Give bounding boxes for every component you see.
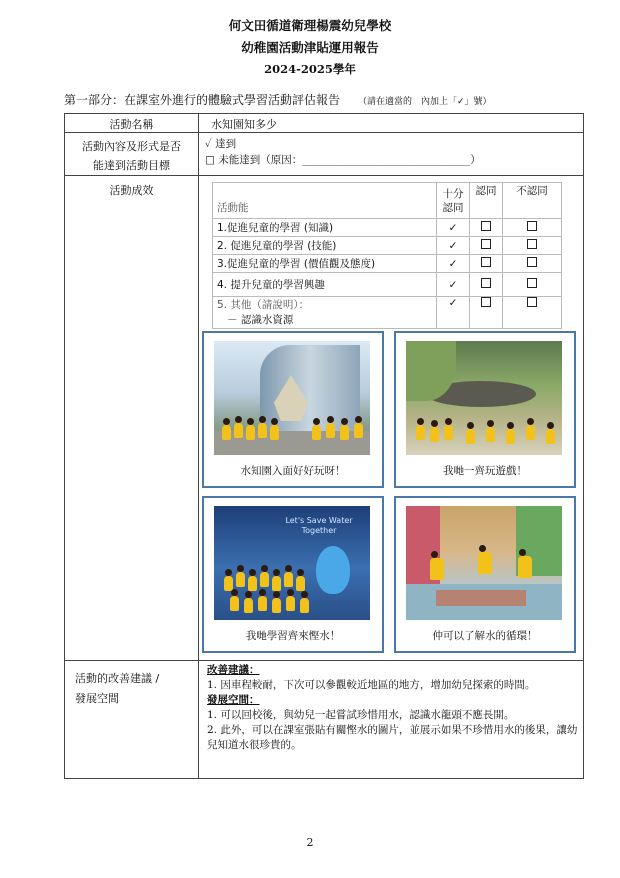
school-name: 何文田循道衛理楊震幼兒學校 — [228, 18, 392, 33]
exhibit-sign: Let's Save Water Together — [285, 516, 353, 535]
ach-item-other: 5. 其他（請說明）： － 認識水資源 — [213, 297, 437, 329]
ach-mark: ✓ — [437, 273, 470, 297]
improvement-content — [199, 661, 584, 779]
checkbox-icon — [481, 221, 491, 231]
photo-water-mascot — [214, 506, 370, 620]
improvement-text: 1. 因車程較耐，下次可以參觀較近地區的地方，增加幼兒探索的時間。 — [207, 679, 536, 691]
development-item-1: 1. 可以回校後，與幼兒一起嘗試珍惜用水，認識水龍頭不應長開。 — [207, 709, 515, 721]
photo-caption: 仲可以了解水的循環！ — [432, 630, 538, 642]
ach-header-item: 活動能 — [213, 183, 437, 219]
ach-header-strong: 十分認同 — [437, 183, 470, 219]
photo-grid — [199, 331, 583, 659]
checkbox-icon — [481, 239, 491, 249]
ach-item: 2. 促進兒童的學習 (技能) — [213, 237, 437, 255]
section-note: （請在適當的 內加上「✓」號） — [358, 97, 492, 107]
development-item-2: 2. 此外，可以在課室張貼有關慳水的圖片，並展示如果不珍惜用水的後果，讓幼兒知道水很珍貴的。 — [207, 724, 578, 751]
ach-mark: ✓ — [437, 297, 470, 329]
checkbox-icon — [527, 257, 537, 267]
school-year: 2024-2025學年 — [264, 62, 356, 76]
achievement-cell — [199, 176, 584, 661]
checkbox-icon — [481, 278, 491, 288]
ach-header-agree: 認同 — [470, 183, 503, 219]
section-heading — [64, 91, 492, 108]
photo-1 — [202, 331, 384, 488]
photo-4 — [394, 496, 576, 653]
activity-name-label: 活動名稱 — [65, 114, 199, 133]
checkbox-icon — [481, 297, 491, 307]
goal-achieved: ✓ 達到 — [205, 138, 237, 150]
ach-item: 4. 提升兒童的學習興趣 — [213, 273, 437, 297]
checkbox-icon — [527, 239, 537, 249]
page-number: 2 — [306, 836, 314, 849]
section-title: 第一部分：在課室外進行的體驗式學習活動評估報告 — [64, 93, 341, 107]
achievement-table — [212, 182, 562, 329]
goal-value — [199, 133, 584, 176]
improvement-title: 改善建議： — [207, 664, 260, 676]
goal-label: 活動內容及形式是否 能達到活動目標 — [65, 133, 199, 176]
development-title: 發展空間： — [207, 694, 260, 706]
ach-mark: ✓ — [437, 219, 470, 237]
ach-header-disagree: 不認同 — [503, 183, 562, 219]
photo-game-area — [406, 341, 562, 455]
report-table — [64, 113, 584, 779]
ach-item: 3.促進兒童的學習 (價值觀及態度) — [213, 255, 437, 273]
ach-mark: ✓ — [437, 237, 470, 255]
checkbox-icon — [527, 221, 537, 231]
photo-caption: 我哋學習齊來慳水！ — [245, 630, 341, 642]
photo-water-cycle — [406, 506, 562, 620]
checkbox-icon — [527, 297, 537, 307]
improvement-label: 活動的改善建議 / 發展空間 — [65, 661, 199, 779]
checkbox-icon — [527, 278, 537, 288]
photo-caption: 我哋一齊玩遊戲！ — [443, 465, 527, 477]
report-title: 幼稚園活動津貼運用報告 — [241, 40, 379, 55]
photo-caption: 水知園入面好好玩呀！ — [240, 465, 346, 477]
photo-building-entrance — [214, 341, 370, 455]
achievement-label: 活動成效 — [65, 176, 199, 661]
activity-name-value: 水知園知多少 — [199, 114, 584, 133]
ach-item: 1.促進兒童的學習 (知識) — [213, 219, 437, 237]
checkbox-icon — [481, 257, 491, 267]
ach-mark: ✓ — [437, 255, 470, 273]
photo-2 — [394, 331, 576, 488]
photo-3 — [202, 496, 384, 653]
goal-not-achieved: □ 未能達到（原因：________________________________） — [205, 154, 481, 166]
